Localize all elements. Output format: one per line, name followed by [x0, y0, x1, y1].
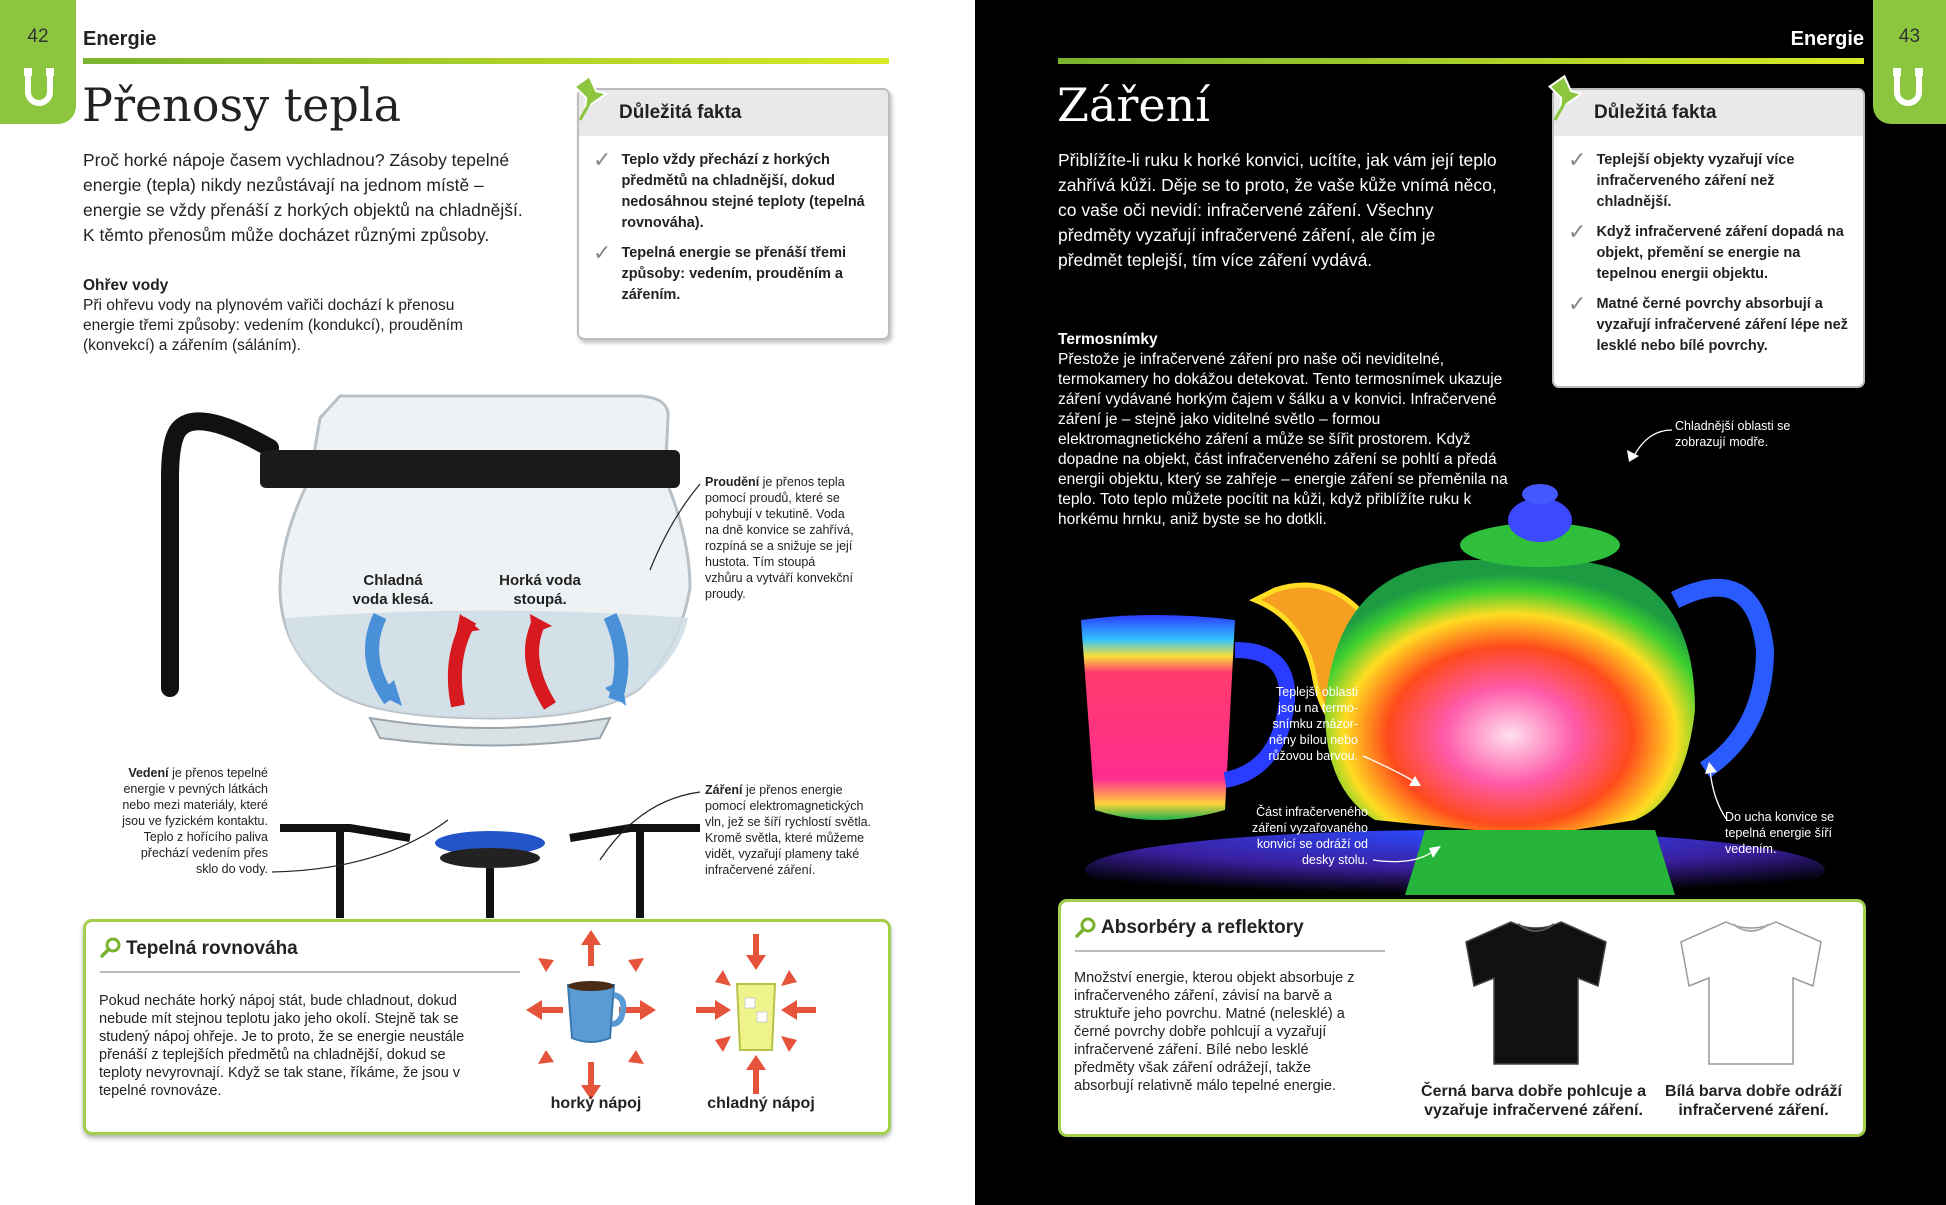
thermal-teapot: [1325, 560, 1695, 830]
facts-box: [577, 88, 890, 340]
table-reflection-annotation: Část infračerveného záření vyzařovaného konvicí se odráží od desky stolu.: [1251, 805, 1368, 867]
pin-icon: [1545, 74, 1589, 124]
page-number: 42: [27, 26, 49, 47]
white-tshirt-illustration: [1671, 914, 1831, 1074]
fact-item: ✓ Tepelná energie se přenáší třemi způsoby: vedením, prouděním a zářením.: [593, 243, 874, 306]
black-tshirt-illustration: [1456, 914, 1616, 1074]
equilibrium-box: [83, 919, 891, 1135]
magnifier-icon: [100, 937, 122, 959]
convection-annotation: Proudění je přenos tepla pomocí proudů, které se pohybují v tekutině. Voda na dně konvice se zahřívá, rozpíná se a snižuje se její hustota. Tím stoupá vzhůru a vytváří konvekční proudy.: [705, 475, 854, 601]
check-icon: ✓: [593, 240, 612, 265]
thermal-image: [1075, 450, 1835, 900]
intro-text: Proč horké nápoje časem vychladnou? Zásoby tepelné energie (tepla) nikdy nezůstávají na jednom místě – energie se vždy přenáší z horkých objektů na chladnější. K těmto přenosům může docházet různými způsoby.: [83, 150, 523, 245]
fact-item: ✓ Teplejší objekty vyzařují více infračerveného záření než chladnější.: [1568, 150, 1849, 213]
fact-item: ✓ Když infračervené záření dopadá na objekt, přemění se energie na tepelnou energii objektu.: [1568, 222, 1849, 285]
hot-drink-illustration: [526, 930, 656, 1100]
facts-title: Důležitá fakta: [1594, 102, 1717, 123]
cold-drink-illustration: [691, 930, 821, 1100]
check-icon: ✓: [1568, 147, 1587, 172]
equilibrium-title: Tepelná rovnováha: [126, 938, 298, 959]
subheading-text: Při ohřevu vody na plynovém vařiči dochází k přenosu energie třemi způsoby: vedením (kondukcí), prouděním (konvekcí) a zářením (sáláním).: [83, 297, 463, 354]
kettle-handle: [170, 421, 270, 688]
subheading-text: Přestože je infračervené záření pro naše oči neviditelné, termokamery ho dokážou detekovat. Tento termosnímek ukazuje záření vydávané horkým čajem v šálku a v konvici. Infračervené záření je – stejně jako viditelné světlo – formou elektromagnetického záření a může se šířit prostorem. Když dopadne na objekt, část infračerveného záření se pohltí a předá energii objektu, který se zahřeje – energie záření se přeměnila na teplo. Toto teplo můžete pocítit na kůži, když přiblížíte ruku k horkému hrnku, aniž byste se ho dotkli.: [1058, 351, 1508, 528]
absorbers-title: Absorbéry a reflektory: [1101, 917, 1304, 938]
kettle-band: [260, 450, 680, 488]
facts-list: [1554, 136, 1863, 357]
facts-title: Důležitá fakta: [619, 102, 742, 123]
page-title: Záření: [1057, 78, 1210, 132]
white-tshirt-caption: Bílá barva dobře odráží infračervené záření.: [1665, 1083, 1842, 1119]
black-tshirt-caption: Černá barva dobře pohlcuje a vyzařuje infračervené záření.: [1421, 1083, 1646, 1119]
absorbers-text: Množství energie, kterou objekt absorbuje z infračerveného záření, závisí na barvě a struktuře jeho povrchu. Matné (nelesklé) a černé povrchy dobře pohlcují a vyzařují infračervené záření. Bílé nebo lesklé předměty však záření odrážejí, takže absorbují relativně málo tepelné energie.: [1074, 970, 1355, 1094]
hot-water-label: Horká voda stoupá.: [499, 572, 581, 608]
facts-header: [1554, 90, 1863, 136]
teapot-base: [1405, 830, 1675, 895]
hot-drink-label: horký nápoj: [550, 1095, 642, 1112]
check-icon: ✓: [1568, 219, 1587, 244]
cold-water-label: Chladná voda klesá.: [352, 572, 434, 608]
facts-header: [579, 90, 888, 136]
cold-drink-label: chladný nápoj: [707, 1095, 815, 1112]
header-bar: [83, 58, 889, 64]
facts-list: [579, 136, 888, 306]
equilibrium-text: Pokud necháte horký nápoj stát, bude chladnout, dokud nebude mít stejnou teplotu jako jeho okolí. Stejně tak se studený nápoj ohřeje. Je to proto, že se energie neustále přenáší z teplejších předmětů na chladnější, dokud se teploty nevyrovnají. Když se tak stane, říkáme, že jsou v tepelné rovnováze.: [99, 993, 465, 1099]
teapot-lid: [1508, 498, 1572, 542]
subheading: Ohřev vody: [83, 277, 169, 294]
right-page: [975, 0, 1946, 1205]
header-bar: [1058, 58, 1864, 64]
cold-areas-annotation: Chladnější oblasti se zobrazují modře.: [1675, 419, 1791, 449]
handle-conduction-annotation: Do ucha konvice se tepelná energie šíří vedením.: [1725, 810, 1835, 856]
check-icon: ✓: [593, 147, 612, 172]
conduction-annotation: Vedení je přenos tepelné energie v pevných látkách nebo mezi materiály, které jsou ve fyzickém kontaktu. Teplo z hořícího paliva přechází vedením přes sklo do vody.: [122, 766, 268, 876]
subheading: Termosnímky: [1058, 331, 1158, 348]
facts-box: [1552, 88, 1865, 388]
thermal-mug: [1081, 615, 1235, 820]
section-label: Energie: [1790, 28, 1864, 50]
intro-text: Přiblížíte-li ruku k horké konvici, ucítíte, jak vám její teplo zahřívá kůži. Děje se to proto, že vaše kůže vnímá něco, co vaše oči nevidí: infračervené záření. Všechny předměty vyzařují infračervené záření, ale čím je předmět teplejší, tím více záření vydává.: [1058, 150, 1497, 270]
magnet-icon: [24, 66, 54, 110]
magnet-icon: [1893, 66, 1923, 110]
fact-item: ✓ Matné černé povrchy absorbují a vyzařují infračervené záření lépe než lesklé nebo bílé povrchy.: [1568, 294, 1849, 357]
fact-item: ✓ Teplo vždy přechází z horkých předmětů na chladnější, dokud nedosáhnou stejné teploty (tepelná rovnováha).: [593, 150, 874, 234]
pin-icon: [570, 74, 614, 124]
warm-areas-annotation: Teplejší oblasti jsou na termo-snímku znázor-něny bílou nebo růžovou barvou.: [1268, 685, 1358, 763]
page-number: 43: [1898, 26, 1921, 47]
page-title: Přenosy tepla: [82, 78, 401, 132]
magnifier-icon: [1075, 917, 1097, 939]
radiation-annotation: Záření je přenos energie pomocí elektromagnetických vln, jež se šíří rychlostí světla. Kromě světla, které můžeme vidět, vyzařují plameny také infračervené záření.: [705, 783, 872, 877]
absorbers-box: [1058, 899, 1866, 1137]
section-label: Energie: [83, 28, 157, 50]
check-icon: ✓: [1568, 291, 1587, 316]
